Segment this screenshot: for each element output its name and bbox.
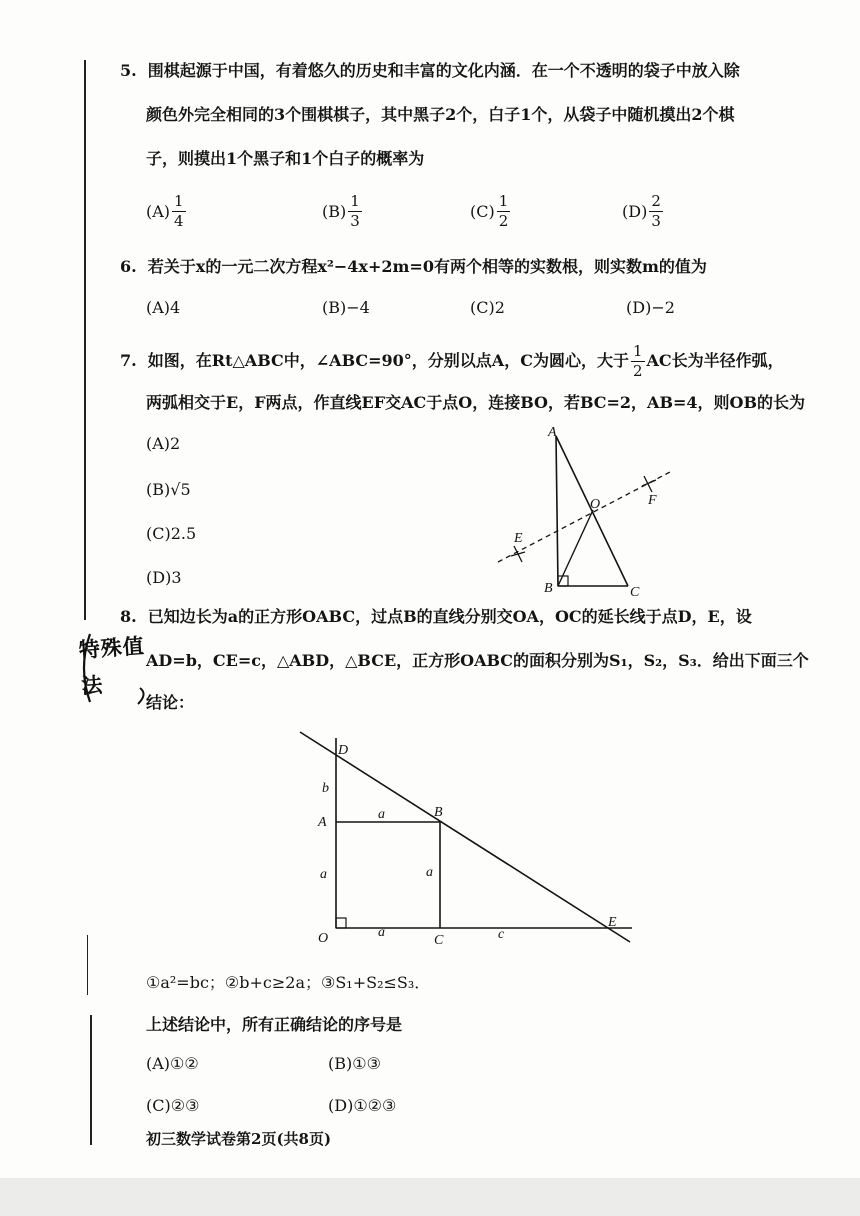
option-c[interactable]: (C)2.5 xyxy=(146,524,197,543)
segment-label-b: b xyxy=(322,781,329,796)
point-label-e: E xyxy=(514,531,523,546)
point-label-a: A xyxy=(548,425,557,440)
bottom-band xyxy=(0,1178,860,1216)
question-text-line: 颜色外完全相同的3个围棋棋子，其中黑子2个，白子1个，从袋子中随机摸出2个棋 xyxy=(146,105,735,124)
question-text-line: 子，则摸出1个黑子和1个白子的概率为 xyxy=(146,149,425,168)
option-label: (C) xyxy=(470,202,495,221)
option-d[interactable]: (D)3 xyxy=(146,568,182,587)
square-figure xyxy=(290,724,640,956)
option-c[interactable]: (C)2 xyxy=(470,298,505,317)
option-a[interactable]: (A)2 xyxy=(146,434,181,453)
point-label-o: O xyxy=(318,931,329,946)
fraction-numerator: 1 xyxy=(174,192,184,210)
point-label-c: C xyxy=(630,585,640,600)
fraction-numerator: 2 xyxy=(651,192,661,210)
point-label-c: C xyxy=(434,933,444,948)
fraction-denominator: 3 xyxy=(350,212,360,230)
question-text: AC长为半径作弧， xyxy=(646,351,784,370)
option-label: (D) xyxy=(622,202,648,221)
segment-label-a-right: a xyxy=(426,865,433,880)
question-text: 已知边长为a的正方形OABC，过点B的直线分别交OA，OC的延长线于点D，E，设 xyxy=(147,607,752,626)
option-c[interactable] xyxy=(470,194,512,229)
question-8 xyxy=(120,604,752,627)
handwritten-note: 特殊值法 xyxy=(77,632,146,699)
question-number: 6. xyxy=(120,257,137,276)
fraction-denominator: 4 xyxy=(174,212,184,230)
fraction-denominator: 3 xyxy=(651,212,661,230)
option-b[interactable]: (B)−4 xyxy=(322,298,370,317)
question-6 xyxy=(120,254,707,277)
point-label-a: A xyxy=(318,815,327,830)
point-label-o: O xyxy=(590,497,601,512)
option-a[interactable]: (A)①② xyxy=(146,1054,199,1073)
option-d[interactable]: (D)①②③ xyxy=(328,1096,397,1115)
fraction-numerator: 1 xyxy=(632,342,643,360)
point-label-f: F xyxy=(648,493,657,508)
question-prompt: 上述结论中，所有正确结论的序号是 xyxy=(146,1015,403,1034)
fraction-denominator: 2 xyxy=(498,212,509,230)
margin-line-mid xyxy=(87,935,88,995)
option-a[interactable]: (A)4 xyxy=(146,298,181,317)
question-7 xyxy=(120,344,784,379)
fraction-numerator: 1 xyxy=(350,192,360,210)
option-c[interactable]: (C)②③ xyxy=(146,1096,200,1115)
question-number: 5. xyxy=(120,61,137,80)
point-label-e: E xyxy=(608,915,617,930)
question-text: 围棋起源于中国，有着悠久的历史和丰富的文化内涵．在一个不透明的袋子中放入除 xyxy=(147,61,740,80)
option-d[interactable] xyxy=(622,194,665,229)
question-text-line: 结论： xyxy=(146,693,195,712)
option-label: (B) xyxy=(322,202,347,221)
option-b[interactable] xyxy=(322,194,364,229)
margin-line-bottom xyxy=(90,1015,92,1145)
question-text-line: 两弧相交于E，F两点，作直线EF交AC于点O，连接BO，若BC=2，AB=4，则OB的长为 xyxy=(146,393,805,412)
option-a[interactable] xyxy=(146,194,188,229)
question-number: 7. xyxy=(120,351,137,370)
option-b[interactable]: (B)①③ xyxy=(328,1054,381,1073)
point-label-b: B xyxy=(434,805,443,820)
question-5 xyxy=(120,58,740,81)
question-text: 如图，在Rt△ABC中，∠ABC=90°，分别以点A，C为圆心，大于 xyxy=(147,351,629,370)
point-label-b: B xyxy=(544,581,553,596)
question-number: 8. xyxy=(120,607,137,626)
segment-label-a-bottom: a xyxy=(378,925,385,940)
segment-label-a-top: a xyxy=(378,807,385,822)
page-footer: 初三数学试卷第2页(共8页) xyxy=(146,1130,332,1148)
segment-label-a-left: a xyxy=(320,867,327,882)
margin-line-top xyxy=(84,60,86,620)
question-text: 若关于x的一元二次方程x²−4x+2m=0有两个相等的实数根，则实数m的值为 xyxy=(147,257,707,276)
conclusions: ①a²=bc；②b+c≥2a；③S₁+S₂≤S₃． xyxy=(146,973,431,992)
triangle-figure xyxy=(490,420,690,600)
point-label-d: D xyxy=(338,743,349,758)
option-b[interactable]: (B)√5 xyxy=(146,480,191,499)
question-text-line: AD=b，CE=c，△ABD，△BCE，正方形OABC的面积分别为S₁，S₂，S₃．给出下面三个 xyxy=(146,651,809,670)
fraction-denominator: 2 xyxy=(632,362,643,380)
fraction-numerator: 1 xyxy=(498,192,509,210)
option-label: (A) xyxy=(146,202,171,221)
option-d[interactable]: (D)−2 xyxy=(626,298,675,317)
segment-label-c: c xyxy=(498,927,505,942)
